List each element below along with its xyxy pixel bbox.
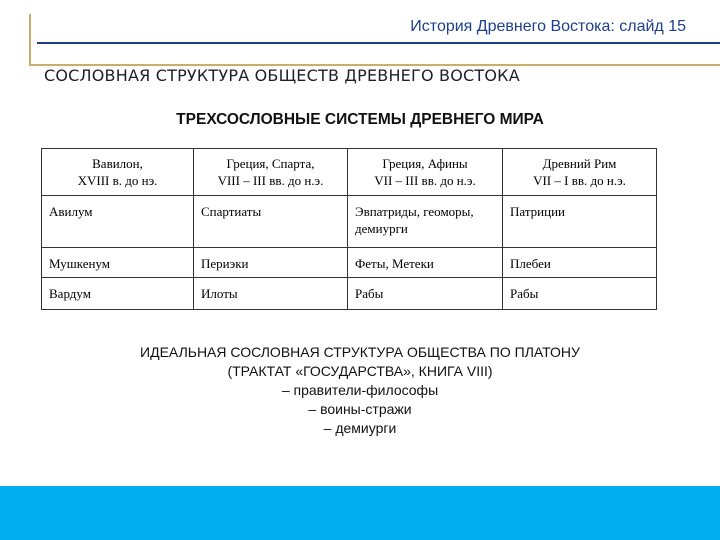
table-header-row bbox=[42, 149, 657, 196]
slide-title: СОСЛОВНАЯ СТРУКТУРА ОБЩЕСТВ ДРЕВНЕГО ВОСТОКА bbox=[44, 66, 520, 85]
table-cell: Патриции bbox=[503, 196, 657, 248]
table-cell: Феты, Метеки bbox=[348, 248, 503, 278]
column-header-line: VII – I вв. до н.э. bbox=[533, 173, 626, 188]
plato-section bbox=[0, 343, 720, 438]
table-title: ТРЕХСОСЛОВНЫЕ СИСТЕМЫ ДРЕВНЕГО МИРА bbox=[176, 111, 544, 128]
table-cell: Мушкенум bbox=[42, 248, 194, 278]
list-item: – демиурги bbox=[323, 420, 397, 436]
column-header-sparta bbox=[194, 149, 348, 196]
plato-estate-list bbox=[0, 381, 720, 438]
table-row bbox=[42, 278, 657, 310]
table-cell: Эвпатриды, геоморы, демиурги bbox=[348, 196, 503, 248]
list-item: – правители-философы bbox=[281, 382, 439, 398]
column-header-babylon bbox=[42, 149, 194, 196]
plato-heading-line-1: ИДЕАЛЬНАЯ СОСЛОВНАЯ СТРУКТУРА ОБЩЕСТВА ПО ПЛАТОНУ bbox=[140, 344, 580, 360]
column-header-line: XVIII в. до нэ. bbox=[77, 173, 158, 188]
column-header-line: VIII – III вв. до н.э. bbox=[217, 173, 324, 188]
table-cell: Вардум bbox=[42, 278, 194, 310]
column-header-line: Греция, Афины bbox=[382, 156, 468, 171]
table-row bbox=[42, 196, 657, 248]
column-header-athens bbox=[348, 149, 503, 196]
footer-bar bbox=[0, 486, 720, 540]
column-header-line: Древний Рим bbox=[542, 156, 617, 171]
column-header-line: VII – III вв. до н.э. bbox=[374, 173, 476, 188]
table-cell: Периэки bbox=[194, 248, 348, 278]
column-header-line: Вавилон, bbox=[92, 156, 143, 171]
table-cell: Авилум bbox=[42, 196, 194, 248]
column-header-line: Греция, Спарта, bbox=[226, 156, 315, 171]
header-divider bbox=[37, 42, 720, 44]
table-cell: Илоты bbox=[194, 278, 348, 310]
slide-header: История Древнего Востока: слайд 15 bbox=[410, 18, 686, 35]
table-cell: Рабы bbox=[503, 278, 657, 310]
column-header-rome bbox=[503, 149, 657, 196]
estates-table bbox=[41, 148, 657, 310]
list-item: – воины-стражи bbox=[308, 401, 412, 417]
table-cell: Рабы bbox=[348, 278, 503, 310]
table-cell: Плебеи bbox=[503, 248, 657, 278]
table-row bbox=[42, 248, 657, 278]
table-cell: Спартиаты bbox=[194, 196, 348, 248]
plato-heading-line-2: (ТРАКТАТ «ГОСУДАРСТВА», КНИГА VIII) bbox=[227, 363, 493, 379]
